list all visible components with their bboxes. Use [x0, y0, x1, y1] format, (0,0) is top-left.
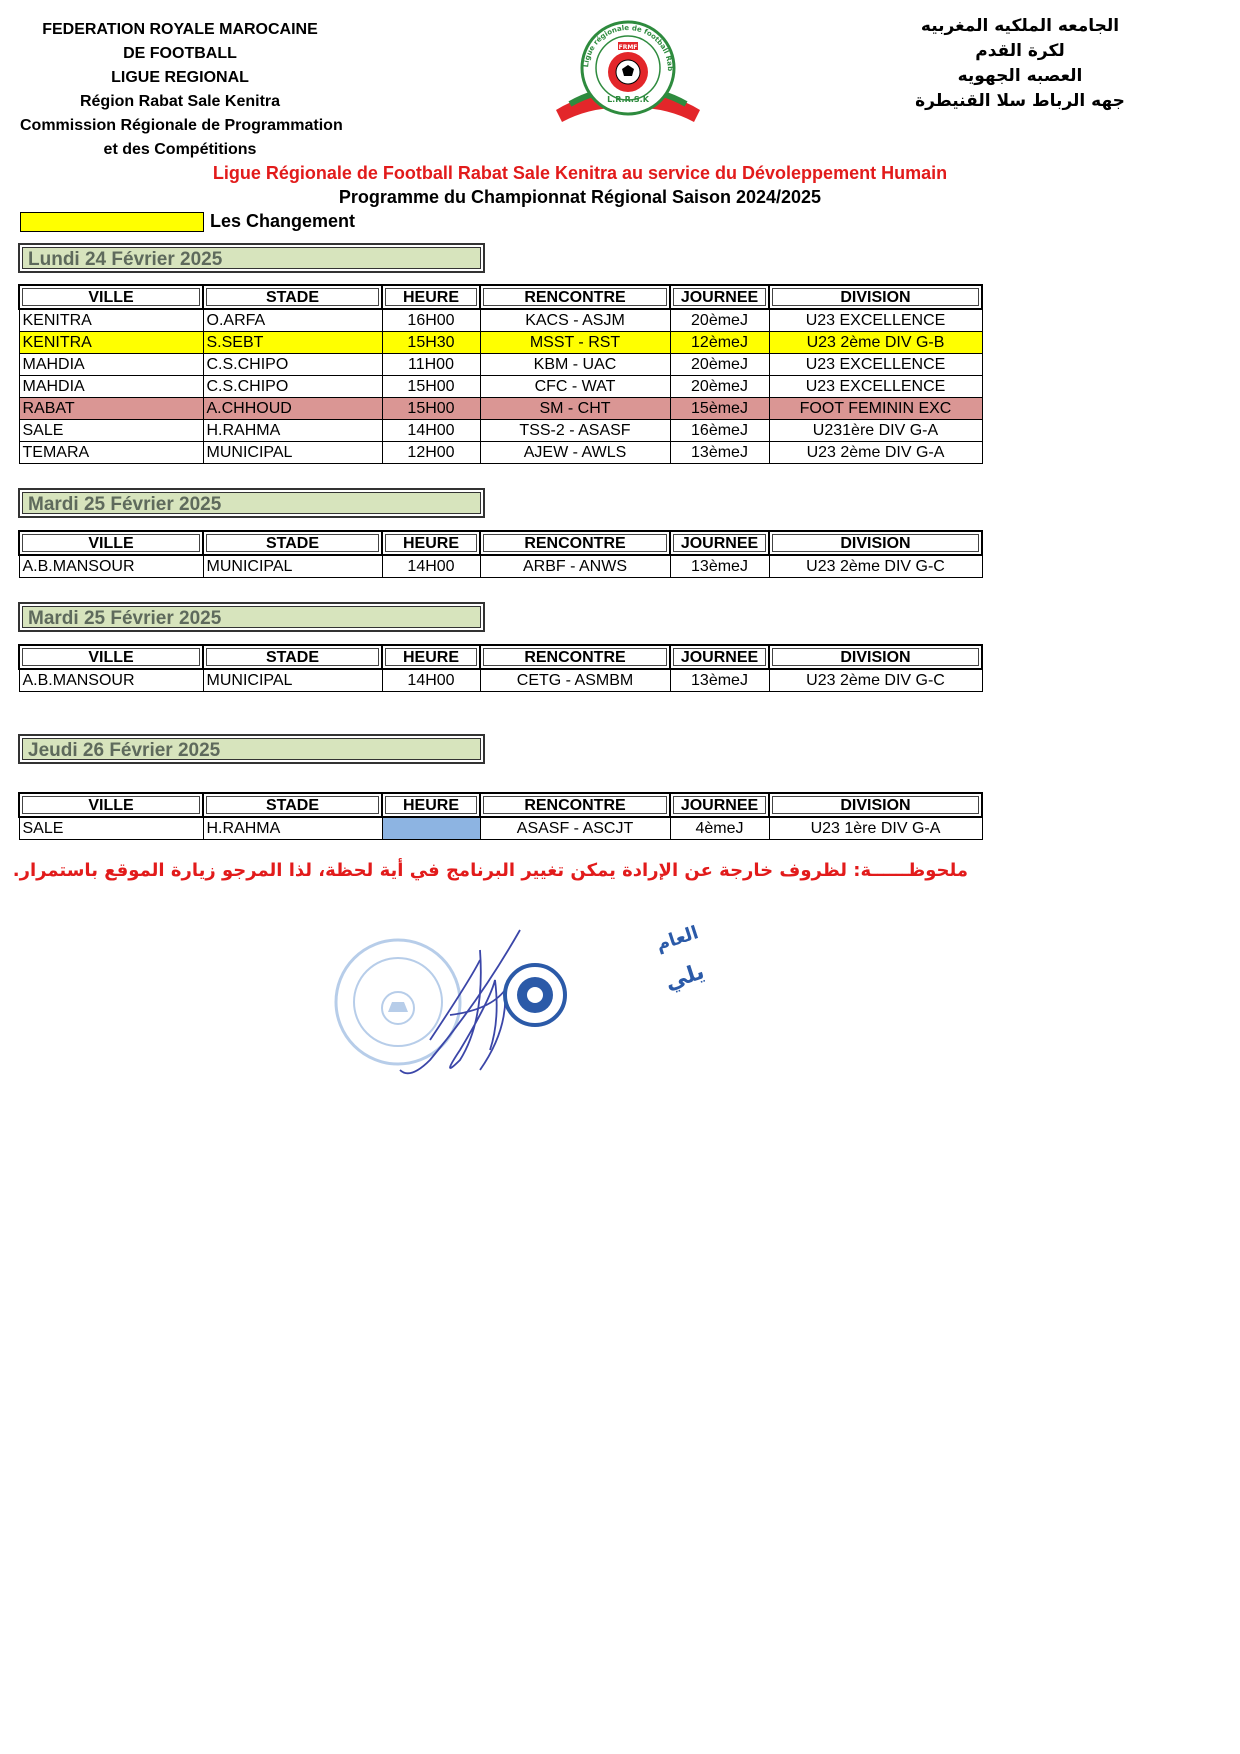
cell-ville: SALE — [19, 817, 203, 840]
cell-journee: 16èmeJ — [670, 420, 769, 442]
cell-heure: 12H00 — [382, 442, 480, 464]
cell-journee: 12èmeJ — [670, 332, 769, 354]
cell-journee: 20èmeJ — [670, 376, 769, 398]
cell-division: U23 2ème DIV G-C — [769, 669, 982, 692]
column-header: JOURNEE — [670, 793, 769, 817]
cell-rencontre: MSST - RST — [480, 332, 670, 354]
table-row — [19, 442, 982, 464]
cell-heure: 16H00 — [382, 309, 480, 332]
cell-heure: 14H00 — [382, 555, 480, 578]
cell-stade: O.ARFA — [203, 309, 382, 332]
schedule-table — [18, 644, 983, 692]
cell-ville: SALE — [19, 420, 203, 442]
cell-heure: 15H00 — [382, 398, 480, 420]
cell-ville: RABAT — [19, 398, 203, 420]
column-header: JOURNEE — [670, 285, 769, 309]
day-date: Lundi 24 Février 2025 — [22, 247, 481, 269]
cell-rencontre: SM - CHT — [480, 398, 670, 420]
column-header: DIVISION — [769, 645, 982, 669]
column-header: DIVISION — [769, 531, 982, 555]
cell-stade: S.SEBT — [203, 332, 382, 354]
column-header: STADE — [203, 645, 382, 669]
column-header: VILLE — [19, 285, 203, 309]
day-header — [18, 488, 485, 518]
schedule-change-note: ملحوظــــــة: لظروف خارجة عن الإرادة يمكن تغيير البرنامج في أية لحظة، لذا المرجو زيارة الموقع باستمرار. — [12, 860, 968, 881]
header-line: LIGUE REGIONAL — [111, 69, 249, 86]
cell-ville: A.B.MANSOUR — [19, 669, 203, 692]
cell-division: U231ère DIV G-A — [769, 420, 982, 442]
table-row — [19, 376, 982, 398]
schedule-table — [18, 792, 983, 840]
day-date: Mardi 25 Février 2025 — [22, 492, 481, 514]
table-header-row — [19, 285, 982, 309]
svg-text:L.R.R.S.K: L.R.R.S.K — [607, 95, 649, 104]
cell-rencontre: TSS-2 - ASASF — [480, 420, 670, 442]
cell-stade: MUNICIPAL — [203, 555, 382, 578]
column-header: RENCONTRE — [480, 531, 670, 555]
cell-ville: TEMARA — [19, 442, 203, 464]
cell-division: U23 EXCELLENCE — [769, 376, 982, 398]
signature-block — [330, 920, 705, 1090]
column-header: RENCONTRE — [480, 645, 670, 669]
cell-rencontre: AJEW - AWLS — [480, 442, 670, 464]
cell-ville: KENITRA — [19, 309, 203, 332]
svg-text:FRMF: FRMF — [618, 44, 638, 51]
cell-journee: 20èmeJ — [670, 309, 769, 332]
cell-stade: MUNICIPAL — [203, 669, 382, 692]
column-header: JOURNEE — [670, 645, 769, 669]
svg-text:الكاتب العام: الكاتب العام — [653, 920, 705, 956]
cell-ville: MAHDIA — [19, 354, 203, 376]
cell-division: U23 1ère DIV G-A — [769, 817, 982, 840]
cell-rencontre: CFC - WAT — [480, 376, 670, 398]
svg-text:Ligue régionale de football Ra: Ligue régionale de football Rab — [582, 23, 675, 72]
column-header: HEURE — [382, 793, 480, 817]
column-header: STADE — [203, 793, 382, 817]
cell-rencontre: CETG - ASMBM — [480, 669, 670, 692]
header-line-ar: الجامعه الملكيه المغربيه — [920, 16, 1120, 36]
column-header: JOURNEE — [670, 531, 769, 555]
header-line-ar: لكرة القدم — [975, 41, 1065, 61]
cell-ville: MAHDIA — [19, 376, 203, 398]
cell-stade: MUNICIPAL — [203, 442, 382, 464]
cell-heure: 11H00 — [382, 354, 480, 376]
header-line: DE FOOTBALL — [123, 45, 237, 62]
league-title: Ligue Régionale de Football Rabat Sale Kenitra au service du Dévoleppement Humain — [212, 163, 948, 183]
cell-journee: 15èmeJ — [670, 398, 769, 420]
table-row — [19, 309, 982, 332]
header-line: FEDERATION ROYALE MAROCAINE — [42, 21, 318, 38]
cell-division: U23 2ème DIV G-C — [769, 555, 982, 578]
day-header — [18, 243, 485, 273]
schedule-table — [18, 284, 983, 464]
table-row — [19, 817, 982, 840]
table-row — [19, 555, 982, 578]
cell-journee: 13èmeJ — [670, 555, 769, 578]
federation-header-fr — [20, 18, 343, 162]
day-header — [18, 734, 485, 764]
cell-division: U23 2ème DIV G-A — [769, 442, 982, 464]
header-line: et des Compétitions — [103, 141, 257, 158]
day-header — [18, 602, 485, 632]
cell-rencontre: ASASF - ASCJT — [480, 817, 670, 840]
cell-stade: A.CHHOUD — [203, 398, 382, 420]
column-header: HEURE — [382, 531, 480, 555]
programme-title: Programme du Championnat Régional Saison 2024/2025 — [338, 187, 822, 207]
day-date: Mardi 25 Février 2025 — [22, 606, 481, 628]
table-row — [19, 669, 982, 692]
cell-stade: C.S.CHIPO — [203, 354, 382, 376]
cell-journee: 13èmeJ — [670, 442, 769, 464]
table-row — [19, 354, 982, 376]
table-header-row — [19, 531, 982, 555]
cell-division: U23 EXCELLENCE — [769, 309, 982, 332]
column-header: STADE — [203, 285, 382, 309]
header-line: Commission Régionale de Programmation — [20, 117, 343, 134]
column-header: STADE — [203, 531, 382, 555]
svg-text:محمد بوديلي: بوديلي — [662, 949, 705, 996]
cell-division: U23 EXCELLENCE — [769, 354, 982, 376]
column-header: RENCONTRE — [480, 793, 670, 817]
cell-heure: 14H00 — [382, 669, 480, 692]
legend-label: Les Changement — [210, 211, 356, 231]
federation-header-ar — [900, 14, 1140, 114]
table-header-row — [19, 793, 982, 817]
cell-rencontre: KBM - UAC — [480, 354, 670, 376]
cell-journee: 20èmeJ — [670, 354, 769, 376]
cell-journee: 4èmeJ — [670, 817, 769, 840]
cell-ville: A.B.MANSOUR — [19, 555, 203, 578]
cell-heure: 14H00 — [382, 420, 480, 442]
table-row-feminin — [19, 398, 982, 420]
day-date: Jeudi 26 Février 2025 — [22, 738, 481, 760]
cell-rencontre: ARBF - ANWS — [480, 555, 670, 578]
column-header: RENCONTRE — [480, 285, 670, 309]
cell-heure: 15H00 — [382, 376, 480, 398]
legend-swatch — [20, 212, 204, 232]
table-row — [19, 420, 982, 442]
frmf-seal-icon — [505, 965, 565, 1025]
header-line-ar: جهه الرباط سلا القنيطرة — [915, 91, 1125, 111]
column-header: HEURE — [382, 645, 480, 669]
cell-division: U23 2ème DIV G-B — [769, 332, 982, 354]
cell-stade: H.RAHMA — [203, 420, 382, 442]
cell-ville: KENITRA — [19, 332, 203, 354]
column-header: DIVISION — [769, 285, 982, 309]
cell-journee: 13èmeJ — [670, 669, 769, 692]
cell-stade: C.S.CHIPO — [203, 376, 382, 398]
column-header: HEURE — [382, 285, 480, 309]
header-line-ar: العصبه الجهويه — [957, 66, 1083, 86]
cell-heure: 15H30 — [382, 332, 480, 354]
table-header-row — [19, 645, 982, 669]
column-header: VILLE — [19, 531, 203, 555]
column-header: VILLE — [19, 793, 203, 817]
cell-stade: H.RAHMA — [203, 817, 382, 840]
schedule-table — [18, 530, 983, 578]
cell-rencontre: KACS - ASJM — [480, 309, 670, 332]
column-header: DIVISION — [769, 793, 982, 817]
cell-division: FOOT FEMININ EXC — [769, 398, 982, 420]
header-line: Région Rabat Sale Kenitra — [79, 93, 281, 110]
cell-heure-missing — [382, 817, 480, 840]
table-row-changed — [19, 332, 982, 354]
column-header: VILLE — [19, 645, 203, 669]
league-logo-icon — [548, 18, 708, 128]
